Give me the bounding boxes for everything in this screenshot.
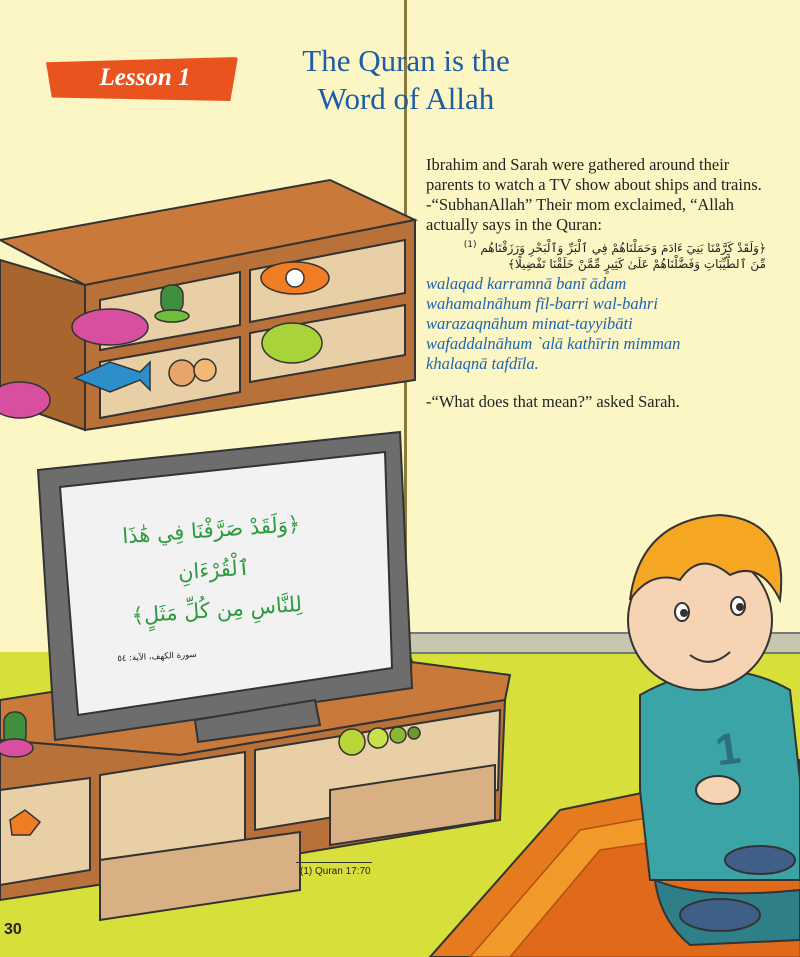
story-paragraph-2: -“SubhanAllah” Their mom exclaimed, “Allah actually says in the Quran: xyxy=(426,195,735,234)
tv-verse-line-2: لِلنَّاسِ مِن كُلِّ مَثَلٍ﴾ xyxy=(130,591,303,628)
translit-line: wafaddalnāhum `alā kathīrin mimman xyxy=(426,334,681,353)
tv-verse xyxy=(90,502,338,638)
arabic-verse-line-1: ﴿وَلَقَدْ كَرَّمْنَا بَنِيٓ ءَادَمَ وَحَمَلْنَاهُمْ فِي ٱلْبَرِّ وَٱلْبَحْرِ وَرَزَقْنَاهُم $^{(1)}$ xyxy=(463,240,766,255)
story-text xyxy=(426,155,766,412)
arabic-verse-line-2: مِّنَ ٱلطَّيِّبَاتِ وَفَضَّلْنَاهُمْ عَلَىٰ كَثِيرٍ مِّمَّنْ خَلَقْنَا تَفْضِيلًا﴾ xyxy=(507,257,766,271)
translit-line: wahamalnāhum fīl-barri wal-bahri xyxy=(426,294,658,313)
title-line-1: The Quran is the xyxy=(302,43,510,78)
transliteration xyxy=(426,274,766,374)
lesson-label: Lesson 1 xyxy=(99,64,191,91)
arabic-verse xyxy=(426,237,766,272)
page-title xyxy=(246,42,566,118)
page-number: 30 xyxy=(4,921,22,938)
story-paragraph-1: Ibrahim and Sarah were gathered around their parents to watch a TV show about ships and trains. xyxy=(426,155,762,194)
footnote-divider xyxy=(296,862,372,863)
title-line-2: Word of Allah xyxy=(317,81,495,116)
footnote: (1) Quran 17:70 xyxy=(300,866,371,877)
story-question: -“What does that mean?” asked Sarah. xyxy=(426,392,680,411)
tv-verse-line-1: ﴿وَلَقَدْ صَرَّفْنَا فِي هَٰذَا ٱلْقُرْءَانِ xyxy=(121,511,301,585)
translit-line: walaqad karramnā banī ādam xyxy=(426,274,627,293)
footnote-ref: (1) xyxy=(463,240,477,250)
tv-caption: سورة الكهف، الآية: ٥٤ xyxy=(117,649,197,665)
wall-shelves xyxy=(0,180,415,430)
translit-line: khalaqnā tafdīla. xyxy=(426,354,539,373)
sweater-number: 1 xyxy=(712,723,744,776)
translit-line: warazaqnāhum minat-tayyibāti xyxy=(426,314,633,333)
